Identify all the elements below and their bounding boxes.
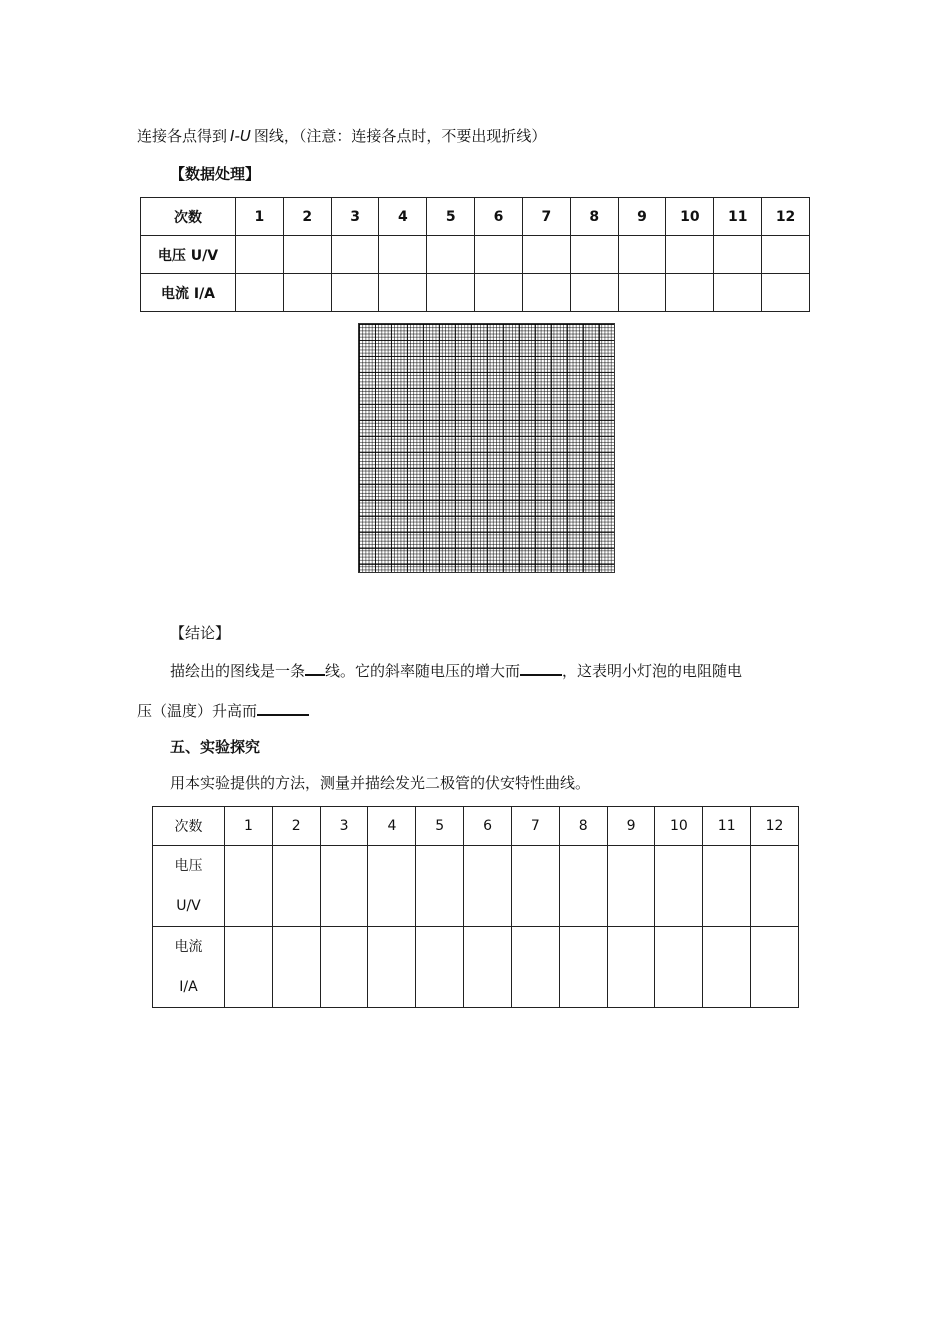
answer-blank[interactable] <box>257 700 309 716</box>
input-cell[interactable] <box>320 846 368 927</box>
input-cell[interactable] <box>666 274 714 312</box>
section-data-heading: 【数据处理】 <box>170 165 261 183</box>
table-cell: 3 <box>331 198 379 236</box>
table-cell: 6 <box>475 198 523 236</box>
conclusion-text: 描绘出的图线是一条 <box>170 662 306 680</box>
input-cell[interactable] <box>464 846 512 927</box>
section5-text: 用本实验提供的方法，测量并描绘发光二极管的伏安特性曲线。 <box>170 774 591 792</box>
input-cell[interactable] <box>416 927 464 1008</box>
input-cell[interactable] <box>751 927 799 1008</box>
graph-paper[interactable] <box>358 323 615 573</box>
input-cell[interactable] <box>475 236 523 274</box>
row-label-current <box>153 927 225 1008</box>
row-label-line: U/V <box>176 898 201 914</box>
input-cell[interactable] <box>703 927 751 1008</box>
intro-prefix: 连接各点得到 <box>137 127 228 145</box>
data-table-2 <box>152 806 799 1008</box>
table-cell: 12 <box>751 807 799 846</box>
input-cell[interactable] <box>331 274 379 312</box>
input-cell[interactable] <box>464 927 512 1008</box>
input-cell[interactable] <box>427 274 475 312</box>
row-label-line: 电压 <box>174 858 203 874</box>
answer-blank[interactable] <box>520 660 562 676</box>
row-label-voltage: 电压 U/V <box>141 236 236 274</box>
input-cell[interactable] <box>618 274 666 312</box>
input-cell[interactable] <box>331 236 379 274</box>
table-cell: 11 <box>714 198 762 236</box>
table-cell: 3 <box>320 807 368 846</box>
intro-suffix: 图线，（注意：连接各点时，不要出现折线） <box>253 127 547 145</box>
input-cell[interactable] <box>655 927 703 1008</box>
input-cell[interactable] <box>655 846 703 927</box>
row-label-current: 电流 I/A <box>141 274 236 312</box>
input-cell[interactable] <box>475 274 523 312</box>
table-cell: 2 <box>272 807 320 846</box>
table-cell: 次数 <box>153 807 225 846</box>
input-cell[interactable] <box>607 846 655 927</box>
conclusion-text: 线。它的斜率随电压的增大而 <box>325 662 521 680</box>
row-label-voltage <box>153 846 225 927</box>
input-cell[interactable] <box>416 846 464 927</box>
input-cell[interactable] <box>283 236 331 274</box>
table-cell: 8 <box>570 198 618 236</box>
input-cell[interactable] <box>714 274 762 312</box>
input-cell[interactable] <box>236 274 284 312</box>
section5-heading: 五、实验探究 <box>170 738 261 756</box>
input-cell[interactable] <box>762 274 810 312</box>
table-cell: 11 <box>703 807 751 846</box>
table-cell: 9 <box>607 807 655 846</box>
input-cell[interactable] <box>570 274 618 312</box>
input-cell[interactable] <box>368 927 416 1008</box>
data-table-1 <box>140 197 810 312</box>
table-cell: 4 <box>379 198 427 236</box>
input-cell[interactable] <box>559 927 607 1008</box>
input-cell[interactable] <box>618 236 666 274</box>
input-cell[interactable] <box>283 274 331 312</box>
table-row <box>141 236 810 274</box>
table-row <box>141 198 810 236</box>
input-cell[interactable] <box>236 236 284 274</box>
conclusion-text: ，这表明小灯泡的电阻随电 <box>562 662 743 680</box>
input-cell[interactable] <box>272 927 320 1008</box>
input-cell[interactable] <box>714 236 762 274</box>
conclusion-line-2 <box>137 700 309 721</box>
input-cell[interactable] <box>570 236 618 274</box>
input-cell[interactable] <box>666 236 714 274</box>
table-cell: 8 <box>559 807 607 846</box>
input-cell[interactable] <box>272 846 320 927</box>
table-cell: 7 <box>511 807 559 846</box>
conclusion-text: 压（温度）升高而 <box>137 702 258 720</box>
table-cell: 5 <box>427 198 475 236</box>
input-cell[interactable] <box>379 236 427 274</box>
table-cell: 5 <box>416 807 464 846</box>
table-cell: 7 <box>522 198 570 236</box>
input-cell[interactable] <box>511 927 559 1008</box>
table-cell: 4 <box>368 807 416 846</box>
table-cell: 10 <box>655 807 703 846</box>
input-cell[interactable] <box>225 846 273 927</box>
table-cell: 10 <box>666 198 714 236</box>
table-cell: 1 <box>236 198 284 236</box>
row-label-line: 电流 <box>174 939 203 955</box>
row-label-line: I/A <box>179 979 198 995</box>
input-cell[interactable] <box>427 236 475 274</box>
input-cell[interactable] <box>522 274 570 312</box>
table-row <box>153 846 799 927</box>
input-cell[interactable] <box>762 236 810 274</box>
table-row <box>141 274 810 312</box>
table-cell: 次数 <box>141 198 236 236</box>
table-cell: 6 <box>464 807 512 846</box>
input-cell[interactable] <box>225 927 273 1008</box>
input-cell[interactable] <box>703 846 751 927</box>
conclusion-line-1 <box>170 660 742 681</box>
input-cell[interactable] <box>559 846 607 927</box>
intro-italic: I-U <box>230 127 251 145</box>
input-cell[interactable] <box>368 846 416 927</box>
input-cell[interactable] <box>320 927 368 1008</box>
input-cell[interactable] <box>379 274 427 312</box>
input-cell[interactable] <box>511 846 559 927</box>
table-row <box>153 927 799 1008</box>
answer-blank[interactable] <box>305 660 325 676</box>
input-cell[interactable] <box>751 846 799 927</box>
table-cell: 1 <box>225 807 273 846</box>
table-cell: 12 <box>762 198 810 236</box>
table-cell: 9 <box>618 198 666 236</box>
table-row <box>153 807 799 846</box>
intro-line <box>137 126 546 146</box>
conclusion-heading: 【结论】 <box>170 624 231 642</box>
input-cell[interactable] <box>522 236 570 274</box>
table-cell: 2 <box>283 198 331 236</box>
input-cell[interactable] <box>607 927 655 1008</box>
